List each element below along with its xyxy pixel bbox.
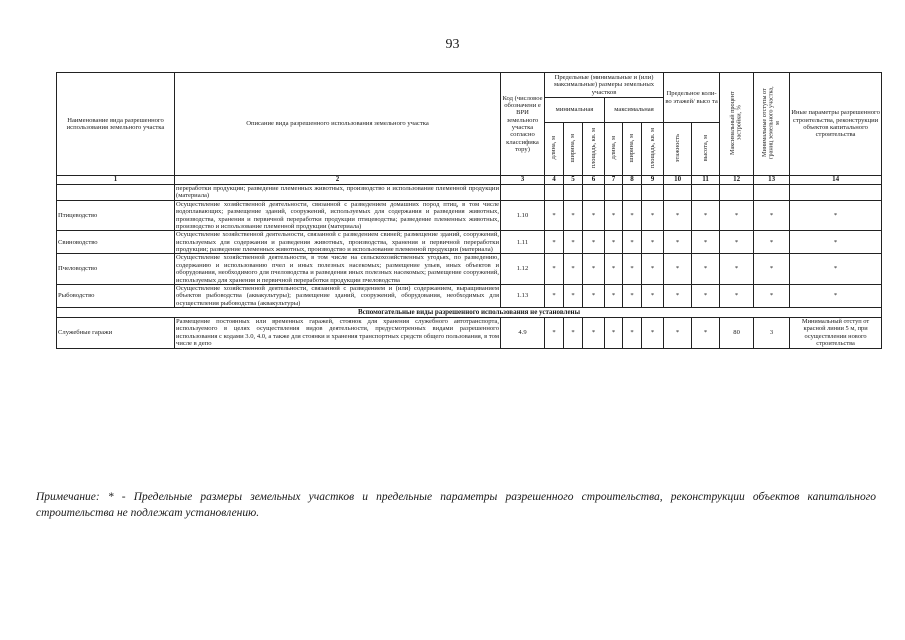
param-value: *	[664, 231, 692, 254]
use-name: Свиноводство	[57, 231, 175, 254]
col-num-4: 4	[545, 176, 564, 185]
param-value: *	[605, 200, 623, 231]
header-max-percent: Максимальный процент застройки, %	[720, 73, 754, 176]
param-value: *	[664, 254, 692, 285]
use-name: Служебные гаражи	[57, 318, 175, 349]
page-number: 93	[445, 37, 460, 52]
header-code: Код (числовое обозначени е ВРИ земельного участка согласно классифика тору)	[501, 73, 545, 176]
param-value: *	[545, 200, 564, 231]
param-value: *	[664, 200, 692, 231]
col-num-5: 5	[564, 176, 583, 185]
table-cell	[790, 185, 882, 201]
header-description: Описание вида разрешенного использования земельного участка	[175, 73, 501, 176]
param-value: *	[664, 318, 692, 349]
param-value: *	[720, 284, 754, 307]
param-value: *	[564, 200, 583, 231]
header-name: Наименование вида разрешенного использования земельного участка	[57, 73, 175, 176]
param-value: *	[642, 254, 664, 285]
param-value: *	[605, 284, 623, 307]
param-value: *	[623, 231, 642, 254]
param-value: *	[564, 231, 583, 254]
header-row-1	[57, 73, 882, 98]
column-numbers-row	[57, 176, 882, 185]
table-cell	[754, 185, 790, 201]
use-code: 1.11	[501, 231, 545, 254]
param-value: *	[605, 254, 623, 285]
param-value: *	[642, 318, 664, 349]
regulations-table	[56, 72, 882, 349]
param-value: *	[720, 254, 754, 285]
param-value: *	[642, 200, 664, 231]
param-value: *	[545, 231, 564, 254]
header-max-area: площадь, кв. м	[642, 123, 664, 176]
param-value: *	[692, 231, 720, 254]
use-name: Птицеводство	[57, 200, 175, 231]
aux-heading-row	[57, 308, 882, 318]
param-value: *	[692, 318, 720, 349]
param-value: *	[564, 284, 583, 307]
table-cell	[564, 185, 583, 201]
table-cell	[623, 185, 642, 201]
use-description: Размещение постоянных или временных гаражей, стоянок для хранения служебного автотранспорта, используемого в целях осуществления видов деятельности, предусмотренных видами разрешенного использования с кодами 3.0, 4.0, а также для стоянки и хранения транспортных средств общего пользования, в том числе в депо	[176, 318, 499, 348]
param-value: *	[623, 200, 642, 231]
header-min-width: ширина, м	[564, 123, 583, 176]
param-value: *	[692, 200, 720, 231]
min-indent: 3	[754, 318, 790, 349]
use-description: Осуществление хозяйственной деятельности, связанной с разведением домашних пород птиц, в том числе водоплавающих; размещение зданий, сооружений, используемых для содержания и разведения животных, производства, хранения и первичной переработки продукции птицеводства; разведение племенных животных, производство и использование племенной продукции (материала)	[176, 200, 499, 230]
param-value: *	[692, 254, 720, 285]
header-min-length: длина, м	[545, 123, 564, 176]
table-cell	[501, 185, 545, 201]
table-row-continuation	[57, 185, 882, 201]
header-size-limits: Предельные (минимальные и (или) максимальные) размеры земельных участков	[545, 73, 664, 98]
col-num-7: 7	[605, 176, 623, 185]
col-num-2: 2	[175, 176, 501, 185]
param-value: *	[623, 254, 642, 285]
col-num-13: 13	[754, 176, 790, 185]
param-value: *	[583, 284, 605, 307]
table-row-poultry	[57, 200, 882, 231]
max-build-percent: 80	[720, 318, 754, 349]
table-cell	[605, 185, 623, 201]
col-num-11: 11	[692, 176, 720, 185]
col-num-6: 6	[583, 176, 605, 185]
param-value: *	[564, 254, 583, 285]
param-value: *	[754, 284, 790, 307]
param-value: *	[790, 231, 882, 254]
table-row-service-garages	[57, 318, 882, 349]
use-name: Рыбоводство	[57, 284, 175, 307]
param-value: *	[583, 231, 605, 254]
use-code: 1.10	[501, 200, 545, 231]
table-row-pig-farming	[57, 231, 882, 254]
use-description: Осуществление хозяйственной деятельности, связанной с разведением свиней; размещение зданий, сооружений, используемых для содержания и разведения животных, производства, хранения и первичной переработки продукции; разведение племенных животных, производство и использование племенной продукции (материала)	[176, 231, 499, 253]
footnote: Примечание: * - Предельные размеры земельных участков и предельные параметры разрешенного строительства, реконструкции объектов капитального строительства не подлежат установлению.	[36, 491, 876, 519]
table-cell	[720, 185, 754, 201]
param-value: *	[720, 200, 754, 231]
use-description: Осуществление хозяйственной деятельности, связанной с разведением и (или) содержанием, выращиванием объектов рыбоводства (аквакультуры); размещение зданий, сооружений, оборудования, необходимых для осуществления рыбоводства (аквакультуры)	[176, 284, 499, 307]
header-max-width: ширина, м	[623, 123, 642, 176]
param-value: *	[754, 254, 790, 285]
header-other-params: Иные параметры разрешенного строительства, реконструкции объектов капитального строительства	[790, 73, 882, 176]
param-value: *	[692, 284, 720, 307]
param-value: *	[583, 254, 605, 285]
header-height: высота, м	[692, 123, 720, 176]
param-value: *	[790, 200, 882, 231]
table-cell	[664, 185, 692, 201]
param-value: *	[605, 318, 623, 349]
use-code: 1.13	[501, 284, 545, 307]
col-num-12: 12	[720, 176, 754, 185]
param-value: *	[790, 284, 882, 307]
param-value: *	[623, 318, 642, 349]
table-cell	[642, 185, 664, 201]
col-num-14: 14	[790, 176, 882, 185]
header-maximum: максимальная	[605, 98, 664, 123]
param-value: *	[583, 200, 605, 231]
col-num-3: 3	[501, 176, 545, 185]
table-cell	[57, 185, 175, 201]
param-value: *	[642, 231, 664, 254]
col-num-8: 8	[623, 176, 642, 185]
col-num-9: 9	[642, 176, 664, 185]
param-value: *	[623, 284, 642, 307]
param-value: *	[583, 318, 605, 349]
header-min-area: площадь, кв. м	[583, 123, 605, 176]
header-min-indent: Минимальные отступы от границ земельного участка, м	[754, 73, 790, 176]
table-cell	[692, 185, 720, 201]
header-floors: Предельное коли-во этажей/ высо та	[664, 73, 720, 123]
param-value: *	[754, 231, 790, 254]
use-code: 1.12	[501, 254, 545, 285]
param-value: *	[545, 254, 564, 285]
param-value: *	[564, 318, 583, 349]
continuation-description: переработки продукции; разведение племенных животных, производство и использование племенной продукции (материала)	[176, 185, 499, 200]
aux-uses-heading: Вспомогательные виды разрешенного использования не установлены	[57, 308, 882, 318]
param-value: *	[754, 200, 790, 231]
header-storeys: этажность	[664, 123, 692, 176]
col-num-10: 10	[664, 176, 692, 185]
table-cell	[545, 185, 564, 201]
param-value: *	[545, 318, 564, 349]
other-params: Минимальный отступ от красной линии 5 м, при осуществлении нового строительства	[790, 318, 882, 349]
use-description: Осуществление хозяйственной деятельности, в том числе на сельскохозяйственных угодьях, по разведению, содержанию и использованию пчел и иных полезных насекомых; размещение ульев, иных объектов и оборудования, необходимого для пчеловодства и разведения иных полезных насекомых; размещение сооружений, используемых для хранения и первичной переработки продукции пчеловодства	[176, 254, 499, 284]
table-row-fish-farming	[57, 284, 882, 307]
param-value: *	[720, 231, 754, 254]
param-value: *	[642, 284, 664, 307]
param-value: *	[790, 254, 882, 285]
param-value: *	[545, 284, 564, 307]
table-cell	[583, 185, 605, 201]
table-row-beekeeping	[57, 254, 882, 285]
param-value: *	[664, 284, 692, 307]
param-value: *	[605, 231, 623, 254]
header-minimum: минимальная	[545, 98, 605, 123]
use-code: 4.9	[501, 318, 545, 349]
col-num-1: 1	[57, 176, 175, 185]
use-name: Пчеловодство	[57, 254, 175, 285]
header-max-length: длина, м	[605, 123, 623, 176]
